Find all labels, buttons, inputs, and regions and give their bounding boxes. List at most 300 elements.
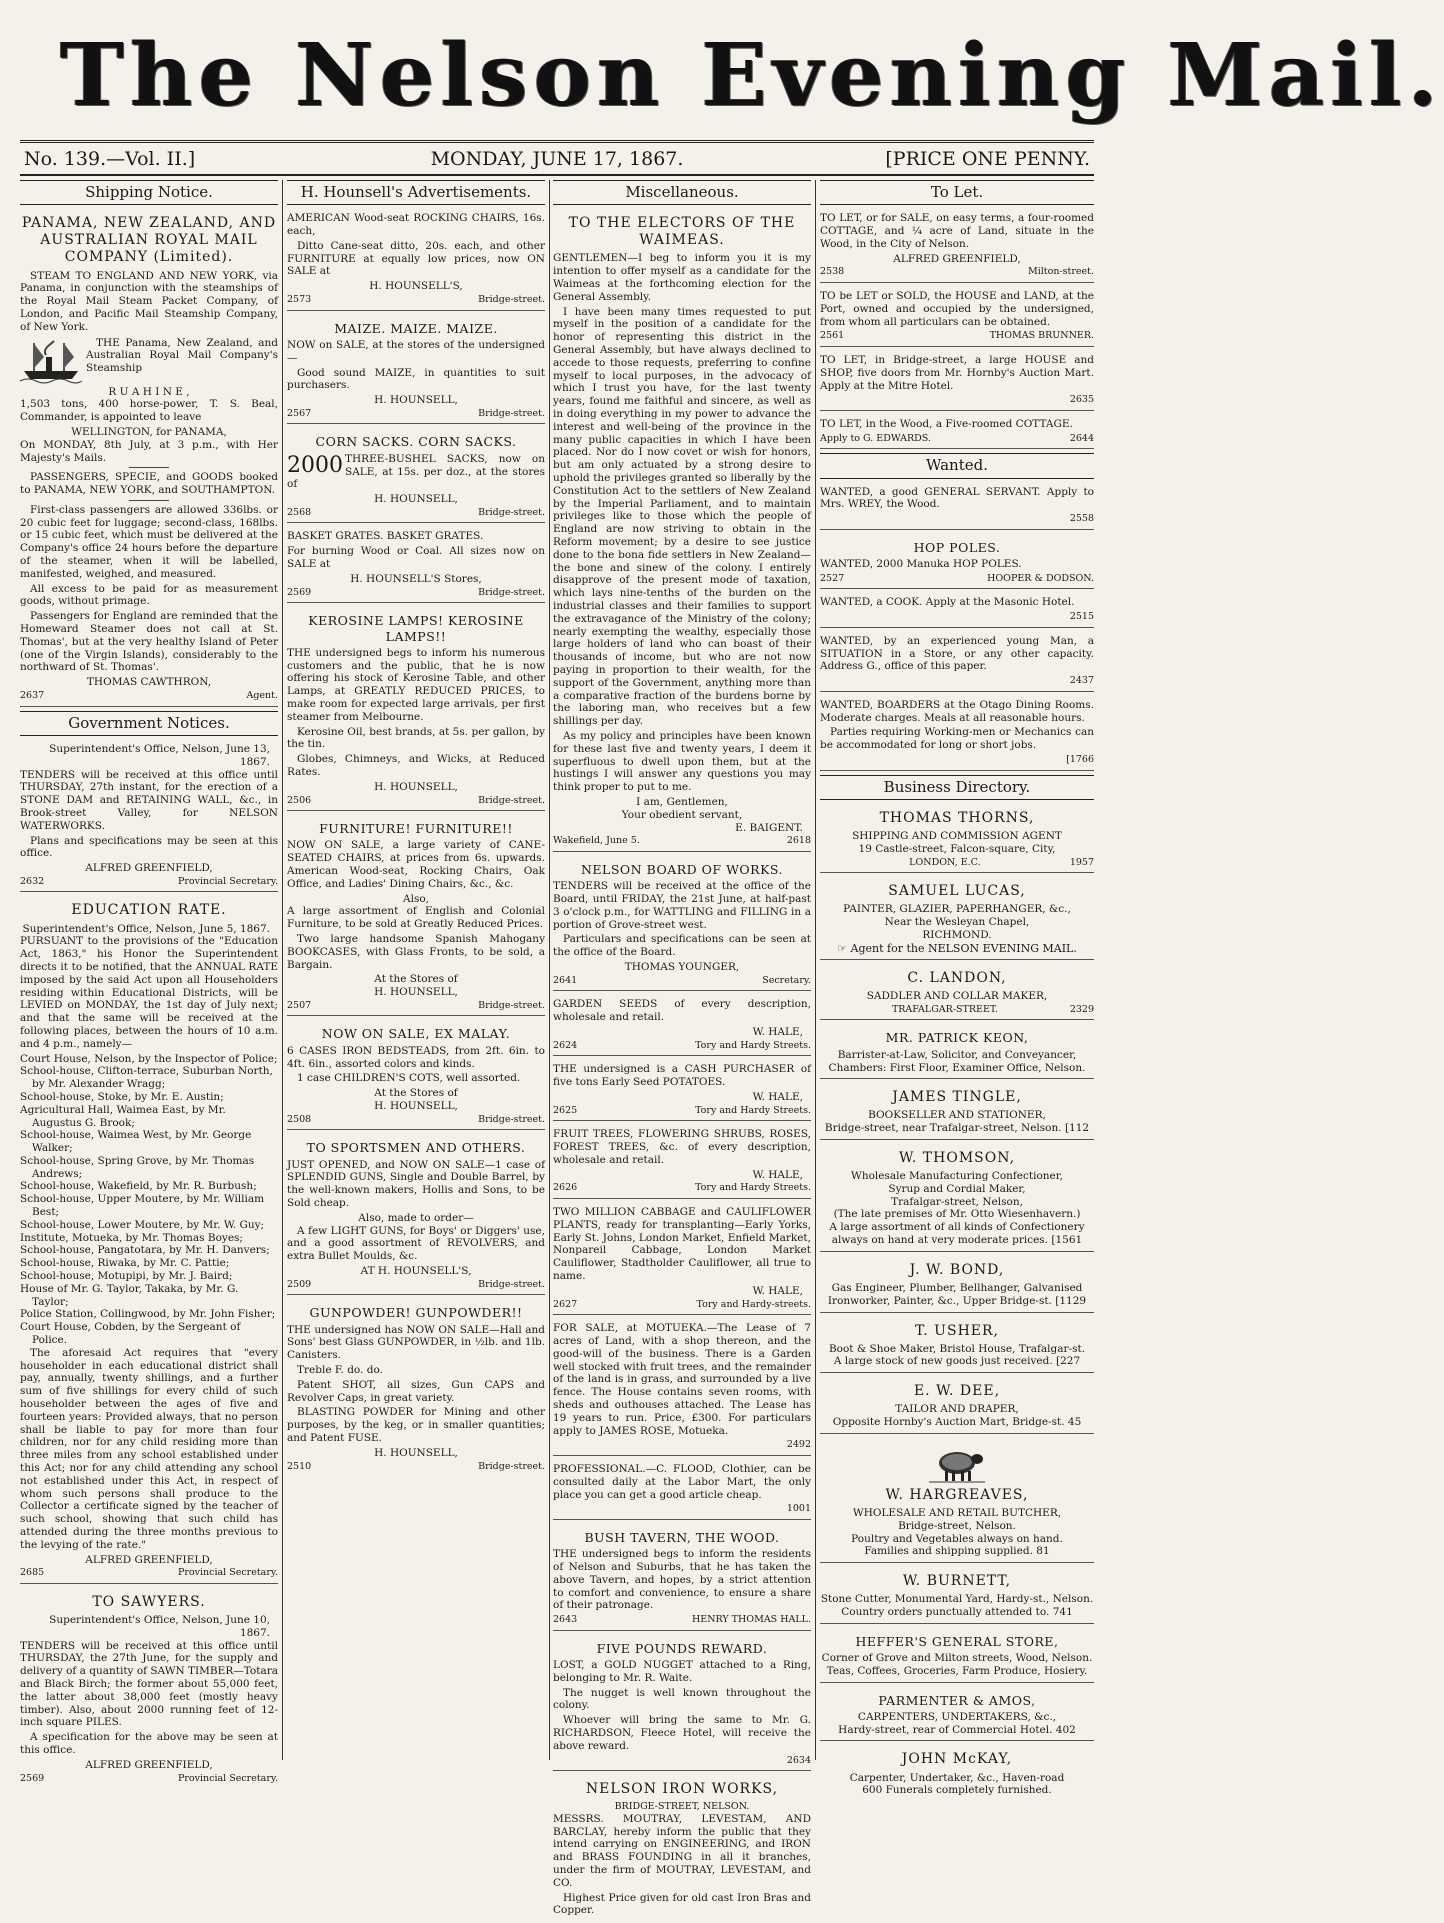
dir-line: Funerals completely furnished. [885, 1784, 1052, 1797]
dir-ew-dee [820, 1377, 1094, 1434]
collection-place-item: Police Station, Collingwood, by Mr. John Fisher; [20, 1308, 276, 1321]
ad-let-five-room [820, 415, 1094, 449]
ad-garden-seeds [553, 995, 811, 1056]
column-1 [20, 180, 278, 1784]
dir-t-usher [820, 1317, 1094, 1374]
ad-text: The nugget is well known throughout the colony. [553, 1686, 811, 1712]
ad-number: 2625 [553, 1104, 578, 1116]
ad-number: 2637 [20, 690, 45, 702]
dir-line: Opposite Hornby's Auction Mart, Bridge-st. [832, 1416, 1065, 1429]
ad-text: TO LET, or for SALE, on easy terms, a four-roomed COTTAGE, and ¼ acre of Land, situate in the Wood, in the City of Nelson. [820, 212, 1094, 250]
pointing-hand-icon: ☞ [837, 941, 851, 955]
ad-text: GENTLEMEN—I beg to inform you it is my intention to offer myself as a candidate for the Waimeas at the forthcoming election for the General Assembly. [553, 252, 811, 303]
ad-text: THE undersigned is a CASH PURCHASER of five tons Early Seed POTATOES. [553, 1063, 811, 1089]
ad-text: WANTED, a good GENERAL SERVANT. Apply to Mrs. WREY, the Wood. [820, 485, 1094, 511]
ad-number: 2644 [1069, 432, 1094, 444]
ad-number: 2624 [553, 1039, 578, 1051]
dir-heffers-store [820, 1628, 1094, 1683]
ad-number: 2329 [1069, 1003, 1094, 1015]
dir-name: JAMES TINGLE, [892, 1089, 1022, 1106]
ad-board-of-works [553, 856, 811, 991]
ad-signature: HOOPER & DODSON. [987, 572, 1094, 584]
dir-line: PAINTER, GLAZIER, PAPERHANGER, &c., [843, 903, 1071, 916]
dir-line: Syrup and Cordial Maker, [888, 1182, 1026, 1195]
ad-text: WANTED, by an experienced young Man, a SITUATION in a Store, or any other capacity. Address G., office of this paper. [820, 634, 1094, 673]
ad-number: 2568 [287, 506, 312, 518]
ad-text: 1 case CHILDREN'S COTS, well assorted. [297, 1072, 521, 1085]
ad-text: All excess to be paid for as measurement goods, without primage. [20, 582, 278, 608]
dir-line: TAILOR AND DRAPER, [895, 1403, 1019, 1416]
dir-name: HEFFER'S GENERAL STORE, [855, 1633, 1059, 1649]
ad-text: WANTED, BOARDERS at the Otago Dining Rooms. Moderate charges. Meals at all reasonable hours. [820, 698, 1094, 724]
ad-professional [553, 1460, 811, 1520]
collection-place-item: Institute, Motueka, by Mr. Thomas Boyes; [20, 1231, 243, 1244]
ad-number: 2569 [20, 1772, 45, 1784]
ad-number: [112 [1064, 1122, 1090, 1135]
ad-number: 2643 [553, 1614, 578, 1626]
dir-name: W. THOMSON, [898, 1149, 1016, 1166]
ad-place: Bridge-street. [478, 794, 545, 806]
ad-signature: H. HOUNSELL, [374, 1446, 458, 1459]
ad-number: 2641 [553, 974, 578, 986]
dir-name: THOMAS THORNS, [879, 809, 1035, 826]
ad-cash-purchaser [553, 1060, 811, 1121]
ad-number: 2627 [553, 1298, 578, 1310]
column-4 [820, 180, 1094, 1797]
ad-basket-grates [287, 527, 545, 603]
ad-number: 2506 [287, 794, 312, 806]
dir-name: JOHN McKAY, [901, 1751, 1013, 1768]
ad-number: 2567 [287, 407, 312, 419]
ad-role: Provincial Secretary. [177, 1567, 278, 1579]
dir-line: Hardy-street, rear of Commercial Hotel. [838, 1723, 1053, 1736]
ship-block [20, 337, 278, 383]
ad-wanted-situation [820, 632, 1094, 692]
office-line: Superintendent's Office, Nelson, June 13, 1867. [49, 742, 270, 768]
dir-jw-bond [820, 1256, 1094, 1313]
ad-bush-tavern [553, 1524, 811, 1631]
ad-title: NELSON BOARD OF WORKS. [580, 861, 783, 877]
collection-place-item: House of Mr. G. Taylor, Takaka, by Mr. G. Taylor; [20, 1282, 239, 1308]
section-heading-government: Government Notices. [20, 711, 278, 736]
ad-text: THE undersigned begs to inform the residents of Nelson and Suburbs, that he has taken the above Tavern, and hopes, by a strict attention to comfort and convenience, to ensure a share of their patronage. [553, 1548, 811, 1612]
ad-text: At the Stores of [374, 973, 458, 986]
ad-signature: H. HOUNSELL'S Stores, [350, 572, 482, 585]
ad-text: Your obedient servant, [621, 808, 743, 821]
ad-hop-poles [820, 534, 1094, 590]
ad-text: A few LIGHT GUNS, for Boys' or Diggers' use, and a good assortment of REVOLVERS, and extra Bullet Moulds, &c. [287, 1224, 545, 1263]
ad-title: KEROSINE LAMPS! KEROSINE LAMPS!! [308, 613, 524, 644]
ad-text: Whoever will bring the same to Mr. G. RICHARDSON, Fleece Hotel, will receive the above reward. [553, 1714, 811, 1752]
ad-title: TO SPORTSMEN AND OTHERS. [306, 1140, 526, 1156]
ad-title: NELSON IRON WORKS, [585, 1781, 779, 1798]
dir-line: Bridge-street, Nelson. [898, 1519, 1016, 1532]
ad-place: Milton-street. [1028, 266, 1094, 278]
ad-title: PANAMA, NEW ZEALAND, AND AUSTRALIAN ROYAL MAIL COMPANY (Limited). [21, 215, 277, 266]
steamship-icon [20, 337, 82, 383]
ad-text: Good sound MAIZE, in quantities to suit purchasers. [287, 366, 545, 392]
ad-text: I am, Gentlemen, [636, 795, 728, 808]
dir-name: MR. PATRICK KEON, [885, 1030, 1029, 1046]
ad-number: 2492 [786, 1439, 811, 1451]
dir-line: A large assortment of all kinds of Confectionery always on hand at very moderate prices. [829, 1221, 1085, 1247]
dir-line: SADDLER AND COLLAR MAKER, [866, 990, 1048, 1003]
ad-text: 1,503 tons, 400 horse-power, T. S. Beal, Commander, is appointed to leave [20, 398, 278, 424]
ad-place: Bridge-street. [478, 586, 545, 598]
big-number: 2000 [287, 452, 343, 478]
ad-signature: ALFRED GREENFIELD, [85, 1758, 213, 1771]
dir-name: T. USHER, [915, 1322, 999, 1339]
ad-text: Two large handsome Spanish Mahogany BOOKCASES, with Glass Fronts, to be sold, a Bargain. [287, 932, 545, 971]
ad-text: PURSUANT to the provisions of the "Education Act, 1863," his Honor the Superintendent directs it to be notified, that the ANNUAL RATE imposed by the said Act upon all Householders residing within Educational Districts, will be LEVIED on MONDAY, the 1st day of July next; and that the same will be received at the following places, between the hours of 10 a.m. and 4 p.m., namely— [20, 935, 278, 1050]
ad-number: 45 [1067, 1416, 1082, 1429]
ad-number: 2437 [1069, 675, 1094, 687]
ad-cabbage-plants [553, 1203, 811, 1315]
ad-number: 2508 [287, 1113, 312, 1125]
issue-number: No. 139.—Vol. II.] [24, 148, 196, 170]
ad-title: GUNPOWDER! GUNPOWDER!! [309, 1305, 523, 1321]
ad-number: 2634 [786, 1754, 811, 1766]
dir-line: Country orders punctually attended to. [841, 1605, 1050, 1618]
ad-text: MESSRS. MOUTRAY, LEVESTAM, AND BARCLAY, hereby inform the public that they intend carrying on ENGINEERING, and IRON and BRASS FOUNDING in all it branches, under the firm of MOUTRAY, LEVESTAM, and CO. [553, 1812, 811, 1889]
ad-place: Bridge-street. [478, 506, 545, 518]
collection-places-list [20, 1053, 278, 1347]
ad-panama-mail [20, 209, 278, 706]
section-heading-business: Business Directory. [820, 775, 1094, 800]
dir-line: Bridge-street, near Trafalgar-street, Nelson. [824, 1122, 1062, 1135]
ad-number: 2635 [1069, 394, 1094, 406]
dir-line: (The late premises of Mr. Otto Wiesenhavern.) [833, 1208, 1081, 1221]
dir-name: E. W. DEE, [913, 1383, 1001, 1400]
dir-line: A large stock of new goods just received. [833, 1355, 1053, 1368]
ad-signature: H. HOUNSELL, [374, 986, 458, 999]
ad-to-sawyers [20, 1588, 278, 1788]
collection-place-item: Court House, Nelson, by the Inspector of Police; [20, 1052, 278, 1065]
section-heading-miscellaneous: Miscellaneous. [553, 180, 811, 205]
ad-role: Provincial Secretary. [177, 875, 278, 887]
ad-text: PROFESSIONAL.—C. FLOOD, Clothier, can be consulted daily at the Labor Mart, the only place you can get a good article cheap. [553, 1462, 811, 1501]
ad-number: 2510 [287, 1460, 312, 1472]
section-heading-to-let: To Let. [820, 180, 1094, 205]
dir-line: BOOKSELLER AND STATIONER, [868, 1109, 1046, 1122]
ad-corn-sacks [287, 428, 545, 523]
ad-number: 1957 [1069, 856, 1094, 868]
ad-iron-works [553, 1775, 811, 1923]
dir-line: LONDON, E.C. [909, 856, 981, 868]
ad-electors-waimeas [553, 209, 811, 852]
dir-line: 19 Castle-street, Falcon-square, City, [858, 842, 1056, 855]
ad-wanted-servant [820, 483, 1094, 530]
ship-name: R U A H I N E , [108, 385, 190, 398]
dir-line: Trafalgar-street, Nelson, [891, 1195, 1023, 1208]
dir-name: J. W. BOND, [909, 1261, 1005, 1278]
collection-place-item: School-house, Riwaka, by Mr. C. Pattie; [20, 1257, 230, 1270]
dir-line: SHIPPING AND COMMISSION AGENT [852, 829, 1062, 842]
ad-signature: THOMAS CAWTHRON, [86, 676, 212, 689]
collection-place-item: School-house, Motupipi, by Mr. J. Baird; [20, 1270, 233, 1283]
sheep-icon [927, 1445, 987, 1483]
ad-text: THREE-BUSHEL SACKS, now on SALE, at 15s. per doz., at the stores of [287, 452, 545, 491]
ad-text: I have been many times requested to put myself in the position of a candidate for the honor of representing this district in the General Assembly, but have always declined to accede to those requests, preferring to confine myself to local purposes, in the advocacy of which I trust you have, for the last twenty years, found me faithful and sincere, as well as in doing everything in my power to advance the interest and well-being of the province in the many public capacities in which I have been placed. Nor do I now covet or wish for honors, but am only actuated by a strong desire to uphold the privileges granted so liberally by the Constitution Act to the settlers of New Zealand by the Imperial Parliament, and to maintain privileges like to those which the people of England are now striving to obtain in the Reform movement; by a desire to see justice done to the bona fide settlers in New Zealand—the bone and sinew of the colony. I entirely disapprove of the present mode of taxation, which lays nine-tenths of the burden on the industrial classes and their families to support the extravagance of the Ministry of the colony; nearly exempting the wealthy, especially those large holders of land who can boast of their thousands of income, but who are not now paying in proportion to their wealth, for the support of the Government, anything more than a comparative fraction of the burdens borne by the laboring man, who receives but a few shillings per day. [553, 305, 811, 728]
ad-signature: W. HALE, [752, 1168, 803, 1181]
ad-wanted-cook [820, 593, 1094, 627]
ad-text: Also, [403, 892, 429, 905]
dir-w-hargreaves [820, 1438, 1094, 1563]
ad-subtitle: BRIDGE-STREET, NELSON. [614, 1801, 750, 1813]
ad-signature: H. HOUNSELL'S, [369, 280, 463, 293]
ad-title: BUSH TAVERN, THE WOOD. [584, 1529, 780, 1545]
ad-text: TO LET, in Bridge-street, a large HOUSE and SHOP, five doors from Mr. Hornby's Auction Mart. Apply at the Mitre Hotel. [820, 354, 1094, 392]
ad-text: Kerosine Oil, best brands, at 5s. per gallon, by the tin. [287, 725, 545, 751]
issue-price: [PRICE ONE PENNY. [885, 148, 1090, 170]
issue-date: MONDAY, JUNE 17, 1867. [430, 148, 684, 170]
ad-number: 2527 [820, 572, 845, 584]
ad-text: TWO MILLION CABBAGE and CAULIFLOWER PLANTS, ready for transplanting—Early Yorks, Early St. Johns, London Market, Enfield Market, Nonpareil Cabbage, London Market Cauliflower, Stadtholder Cauliflower, all true to name. [553, 1206, 811, 1282]
dir-parmenter-amos [820, 1687, 1094, 1742]
ad-text: BLASTING POWDER for Mining and other purposes, by the keg, or in smaller quantities; and Patent FUSE. [287, 1406, 545, 1444]
ad-maize [287, 315, 545, 425]
ad-text: THE Panama, New Zealand, and Australian Royal Mail Company's Steamship [86, 336, 278, 375]
ad-education-rate [20, 896, 278, 1584]
ad-number: 2685 [20, 1567, 45, 1579]
collection-place-item: Agricultural Hall, Waimea East, by Mr. Augustus G. Brook; [20, 1103, 226, 1129]
ad-signature: W. HALE, [752, 1025, 803, 1038]
masthead-title: The Nelson Evening Mail. [60, 25, 1444, 126]
ad-text: A large assortment of English and Colonial Furniture, to be sold at Greatly Reduced Prices. [287, 905, 545, 931]
ad-text: For burning Wood or Coal. All sizes now on SALE at [287, 545, 545, 571]
ad-text: STEAM TO ENGLAND AND NEW YORK, via Panama, in conjunction with the steamships of the Royal Mail Steam Packet Company, of London, and Pacific Mail Steamship Company, of New York. [20, 269, 278, 333]
dir-line: Carpenter, Undertaker, &c., Haven-road [849, 1771, 1065, 1784]
dir-w-burnett [820, 1567, 1094, 1624]
ad-text: FRUIT TREES, FLOWERING SHRUBS, ROSES, FOREST TREES, &c. of every description, wholesale and retail. [553, 1128, 811, 1166]
ad-signature: ALFRED GREENFIELD, [85, 1553, 213, 1566]
ad-signature: H. HOUNSELL, [374, 394, 458, 407]
ad-signature: ALFRED GREENFIELD, [85, 862, 213, 875]
ad-number: 2507 [287, 999, 312, 1011]
ad-number: [1766 [1066, 754, 1094, 765]
ad-text: Parties requiring Working-men or Mechanics can be accommodated for long or short jobs. [820, 726, 1094, 752]
ad-text: TO be LET or SOLD, the HOUSE and LAND, at the Port, owned and occupied by the undersigned, from whom all particulars can be obtained. [820, 290, 1094, 328]
ad-text: Passengers for England are reminded that the Homeward Steamer does not call at St. Thomas', but at the very healthy Island of Peter (one of the Virgin Islands), considerably to the northward of St. Thomas'. [20, 610, 278, 674]
ad-place: Tory and Hardy-streets. [696, 1298, 811, 1310]
ad-signature: H. HOUNSELL, [374, 493, 458, 506]
ad-signature: W. HALE, [752, 1284, 803, 1297]
section-heading-hounsell: H. Hounsell's Advertisements. [287, 180, 545, 205]
dir-name: W. HARGREAVES, [885, 1486, 1029, 1503]
ad-signature: E. BAIGENT. [735, 821, 803, 834]
ad-title: TO SAWYERS. [92, 1593, 206, 1610]
ad-number: 2538 [820, 266, 845, 278]
dir-line: Boot & Shoe Maker, Bristol House, Trafalgar-st. [828, 1342, 1086, 1355]
ad-text: TENDERS will be received at this office until THURSDAY, the 27th June, for the supply and delivery of a quantity of SAWN TIMBER—Totara and Black Birch; the former about 55,000 feet, the latter about 38,000 feet (mostly heavy timber). Also, about 2000 running feet of 12-inch square PILES. [20, 1639, 278, 1729]
ad-number: 2509 [287, 1278, 312, 1290]
ad-ex-malay [287, 1020, 545, 1130]
destination: WELLINGTON, for PANAMA, [71, 425, 227, 438]
ad-let-cottage [820, 209, 1094, 283]
office-line: Superintendent's Office, Nelson, June 5, 1867. [22, 922, 270, 935]
dir-line: Corner of Grove and Milton streets, Wood, Nelson. [821, 1652, 1093, 1665]
dir-line: Families and shipping supplied. [864, 1545, 1033, 1558]
ad-text: TENDERS will be received at this office until THURSDAY, 27th instant, for the erection of a STONE DAM and RETAINING WALL, &c., in Brook-street Valley, for NELSON WATERWORKS. [20, 768, 278, 832]
ad-title: HOP POLES. [913, 539, 1001, 555]
dir-name: SAMUEL LUCAS, [888, 883, 1026, 900]
dir-w-thomson [820, 1144, 1094, 1252]
ad-text: The aforesaid Act requires that "every householder in each educational district shall pay, annually, twenty shillings, and a further sum of five shillings for every child of such householder between the ages of five and fourteen years: Provided always, that no person shall be liable to pay for more than four children, nor for any child residing more than three miles from any school established under this Act; nor for any child attending any school not established under this Act, in respect of whom such persons shall produce to the Collector a certificate signed by the teacher of such school, showing that such child has attended during the three months previous to the levying of the rate." [20, 1346, 278, 1551]
column-rule [282, 180, 283, 1760]
dir-line: Near the Wesleyan Chapel, [884, 916, 1030, 928]
ad-place: Bridge-street. [478, 999, 545, 1011]
ad-number: 2573 [287, 294, 312, 306]
ad-number: 2569 [287, 586, 312, 598]
ad-text: At the Stores of [374, 1087, 458, 1100]
ad-role: Agent. [246, 690, 278, 702]
ad-motueka-sale [553, 1319, 811, 1456]
ad-number: 2626 [553, 1182, 578, 1194]
office-line: Superintendent's Office, Nelson, June 10, 1867. [49, 1614, 270, 1639]
ad-place: Bridge-street. [478, 294, 545, 306]
collection-place-item: Court House, Cobden, by the Sergeant of Police. [20, 1321, 241, 1347]
ad-signature: H. HOUNSELL, [374, 1099, 458, 1112]
ad-text: 6 CASES IRON BEDSTEADS, from 2ft. 6in. to 4ft. 6in., assorted colors and kinds. [287, 1044, 545, 1070]
section-heading-wanted: Wanted. [820, 453, 1094, 478]
ad-number: 600 [862, 1784, 883, 1797]
dir-line: Barrister-at-Law, Solicitor, and Conveyancer, Chambers: First Floor, Examiner Office, Nelson. [828, 1048, 1086, 1074]
ad-fruit-trees [553, 1125, 811, 1199]
ad-number: 402 [1055, 1723, 1076, 1736]
column-2 [287, 180, 545, 1760]
ad-text: NOW ON SALE, a large variety of CANE-SEATED CHAIRS, at prices from 6s. upwards. American Wood-seat, Rocking Chairs, Oak Office, and Ladies' Dining Chairs, &c., &c. [287, 839, 545, 890]
ad-title: MAIZE. MAIZE. MAIZE. [334, 320, 498, 336]
ad-text: THE undersigned has NOW ON SALE—Hall and Sons' best Glass GUNPOWDER, in ½lb. and 1lb. Canisters. [287, 1323, 545, 1362]
ad-signature: ALFRED GREENFIELD, [893, 252, 1021, 265]
ad-title: NOW ON SALE, EX MALAY. [321, 1026, 511, 1042]
ad-title: FIVE POUNDS REWARD. [596, 1640, 768, 1656]
ad-text: PASSENGERS, SPECIE, and GOODS booked to PANAMA, NEW YORK, and SOUTHAMPTON. [20, 471, 278, 497]
dir-line: WHOLESALE AND RETAIL BUTCHER, [852, 1506, 1062, 1519]
dir-line: TRAFALGAR-STREET. [891, 1003, 998, 1015]
ad-number: 2618 [786, 835, 811, 847]
ad-text: JUST OPENED, and NOW ON SALE—1 case of SPLENDID GUNS, Single and Double Barrel, by the well-known makers, Hollis and Sons, to be Sold cheap. [287, 1158, 545, 1209]
collection-place-item: School-house, Spring Grove, by Mr. Thomas Andrews; [20, 1154, 255, 1180]
ad-wanted-boarders [820, 696, 1094, 771]
ad-text: Patent SHOT, all sizes, Gun CAPS and Revolver Caps, in great variety. [287, 1378, 545, 1404]
section-heading-shipping: Shipping Notice. [20, 180, 278, 205]
ad-number: 81 [1036, 1545, 1050, 1558]
column-rule [815, 180, 816, 1760]
ad-number: 2561 [820, 330, 845, 342]
collection-place-item: School-house, Waimea West, by Mr. George Walker; [20, 1129, 252, 1155]
ad-number: [1129 [1055, 1294, 1087, 1307]
ad-text: WANTED, a COOK. Apply at the Masonic Hotel. [820, 596, 1075, 609]
ad-text: Treble F. do. do. [297, 1363, 383, 1376]
collection-place-item: School-house, Lower Moutere, by Mr. W. Guy; [20, 1218, 265, 1231]
ad-place: Bridge-street. [478, 407, 545, 419]
dir-line: Stone Cutter, Monumental Yard, Hardy-st., Nelson. [820, 1593, 1094, 1606]
ad-title: TO THE ELECTORS OF THE WAIMEAS. [568, 215, 796, 249]
ad-text: WANTED, 2000 Manuka HOP POLES. [820, 558, 1022, 571]
ad-place: Tory and Hardy Streets. [695, 1039, 811, 1051]
dir-line: Teas, Coffees, Groceries, Farm Produce, Hosiery. [826, 1664, 1088, 1677]
ad-gunpowder [287, 1299, 545, 1476]
ad-sportsmen [287, 1134, 545, 1295]
ad-place: Wakefield, June 5. [553, 835, 640, 847]
ad-text: Globes, Chimneys, and Wicks, at Reduced Rates. [287, 753, 545, 778]
ad-text: TENDERS will be received at the office of the Board, until FRIDAY, the 21st June, at half-past 3 o'clock p.m., for WATTLING and FILLING in a portion of Grove-street west. [553, 880, 811, 931]
ad-text: LOST, a GOLD NUGGET attached to a Ring, belonging to Mr. R. Waite. [553, 1658, 811, 1684]
dir-c-landon [820, 964, 1094, 1020]
ad-number: [1561 [1051, 1234, 1083, 1247]
ad-stone-dam [20, 740, 278, 893]
dir-line: CARPENTERS, UNDERTAKERS, &c., [857, 1710, 1057, 1723]
column-rule [549, 180, 550, 1760]
dir-john-mckay [820, 1745, 1094, 1801]
ad-title: EDUCATION RATE. [71, 902, 227, 919]
dir-patrick-keon [820, 1024, 1094, 1079]
ad-number: [227 [1056, 1355, 1081, 1368]
ad-text: TO LET, in the Wood, a Five-roomed COTTAGE. [820, 418, 1073, 430]
ad-text: Ditto Cane-seat ditto, 20s. each, and other FURNITURE at equally low prices, now ON SALE at [287, 239, 545, 278]
ad-text: A specification for the above may be seen at this office. [20, 1731, 278, 1757]
ad-kerosine-lamps [287, 607, 545, 811]
ad-text: Apply to G. EDWARDS. [820, 432, 931, 444]
ad-title: FURNITURE! FURNITURE!! [319, 821, 513, 837]
ad-signature: AT H. HOUNSELL'S, [360, 1264, 472, 1277]
ad-number: 741 [1052, 1605, 1073, 1618]
dir-line: Gas Engineer, Plumber, Bellhanger, Galvanised Ironworker, Painter, &c., Upper Bridge-st. [827, 1281, 1083, 1307]
dir-name: C. LANDON, [907, 970, 1007, 986]
ad-place: Bridge-street. [478, 1278, 545, 1290]
ad-number: 2515 [1069, 611, 1094, 623]
collection-place-item: School-house, Pangatotara, by Mr. H. Danvers; [20, 1244, 270, 1257]
ad-text: Highest Price given for old cast Iron Bras and Copper. [553, 1891, 811, 1917]
ad-rocking-chairs [287, 209, 545, 310]
ad-place: Tory and Hardy Streets. [695, 1104, 811, 1116]
dir-james-tingle [820, 1083, 1094, 1140]
ad-signature: HENRY THOMAS HALL. [692, 1614, 811, 1626]
ad-title: CORN SACKS. CORN SACKS. [315, 434, 517, 450]
dir-name: PARMENTER & AMOS, [878, 1692, 1036, 1708]
dir-name: W. BURNETT, [902, 1573, 1012, 1590]
collection-place-item: School-house, Clifton-terrace, Suburban North, by Mr. Alexander Wragg; [20, 1065, 273, 1091]
ad-text: GARDEN SEEDS of every description, wholesale and retail. [553, 998, 811, 1024]
ad-text: FOR SALE, at MOTUEKA.—The Lease of 7 acres of Land, with a shop thereon, and the good-will of the business. There is a Garden well stocked with fruit trees, and the remainder of the land is in grass, and surrounded by a live fence. The House contains seven rooms, with sheds and outhouses attached. The Lease has 19 years to run. Price, £300. For particulars apply to JAMES ROSE, Motueka. [553, 1322, 811, 1437]
ad-furniture [287, 815, 545, 1016]
collection-place-item: School-house, Wakefield, by Mr. R. Burbush; [20, 1180, 257, 1193]
ad-let-house-land [820, 287, 1094, 347]
dateline [20, 140, 1094, 176]
ad-text: First-class passengers are allowed 336lbs. or 20 cubic feet for luggage; second-class, 168lbs. or 15 cubic feet, which must be delivered at the Company's office 24 hours before the departure of the steamer, when it will be labelled, manifested, weighed, and measured. [20, 503, 278, 580]
dir-line: Agent for the NELSON EVENING MAIL. [850, 941, 1077, 955]
collection-place-item: School-house, Upper Moutere, by Mr. William Best; [20, 1193, 265, 1219]
divider [129, 500, 169, 501]
ad-text: THE undersigned begs to inform his numerous customers and the public, that he is now offering his stock of Kerosine Table, and other Lamps, at GREATLY REDUCED PRICES, to make room for expected large arrivals, per first steamer from Melbourne. [287, 646, 545, 723]
ad-number: 2632 [20, 875, 45, 887]
ad-text: Particulars and specifications can be seen at the office of the Board. [553, 933, 811, 959]
ad-five-pounds-reward [553, 1635, 811, 1771]
collection-place-item: School-house, Stoke, by Mr. E. Austin; [20, 1090, 224, 1103]
dir-line: Poultry and Vegetables always on hand. [851, 1532, 1063, 1545]
ad-let-house-shop [820, 351, 1094, 411]
dir-samuel-lucas [820, 877, 1094, 960]
divider [129, 467, 169, 468]
dir-thomas-thorns [820, 804, 1094, 873]
dir-line: Wholesale Manufacturing Confectioner, [851, 1170, 1063, 1183]
dir-line: RICHMOND. [922, 928, 992, 941]
ad-place: Bridge-street. [478, 1460, 545, 1472]
ad-text: NOW on SALE, at the stores of the undersigned— [287, 338, 545, 364]
ad-role: Provincial Secretary. [177, 1772, 278, 1784]
ad-signature: THOMAS YOUNGER, [624, 960, 740, 973]
